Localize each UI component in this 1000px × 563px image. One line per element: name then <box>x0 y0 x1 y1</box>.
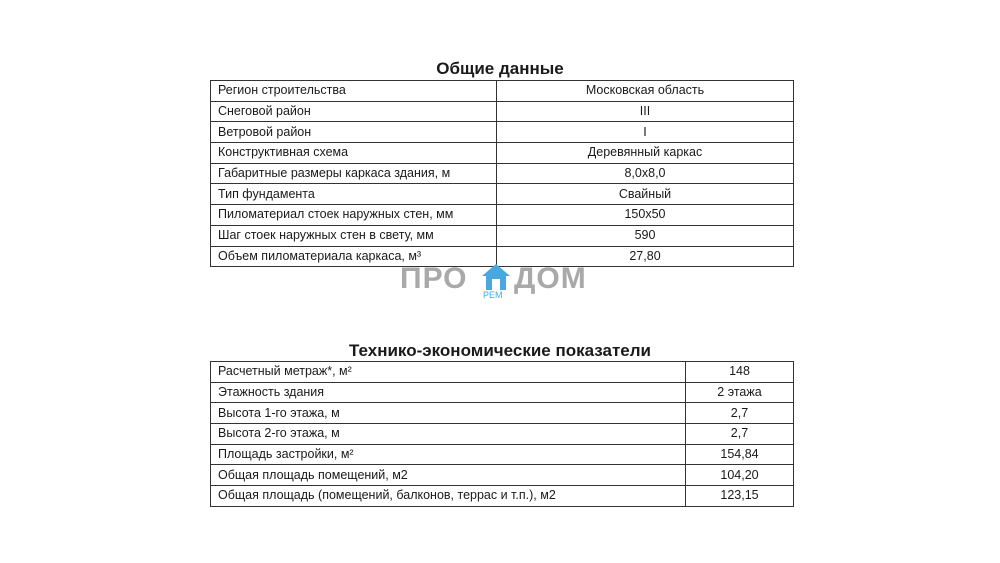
row-label: Шаг стоек наружных стен в свету, мм <box>211 225 497 246</box>
row-label: Расчетный метраж*, м² <box>211 362 686 383</box>
table-row <box>211 403 794 424</box>
row-label: Пиломатериал стоек наружных стен, мм <box>211 205 497 226</box>
technical-indicators-title: Технико-экономические показатели <box>348 341 651 360</box>
table-row <box>211 465 794 486</box>
table-row <box>211 424 794 445</box>
prodom-logo <box>400 262 600 302</box>
table-row <box>211 382 794 403</box>
technical-indicators-table <box>210 361 794 507</box>
row-value: 2,7 <box>686 424 794 445</box>
table-row <box>211 163 794 184</box>
logo-text-left: ПРО <box>400 262 468 295</box>
row-value: Московская область <box>497 81 794 102</box>
table-row <box>211 362 794 383</box>
row-label: Тип фундамента <box>211 184 497 205</box>
table-row <box>211 122 794 143</box>
row-value: 123,15 <box>686 486 794 507</box>
row-value: Свайный <box>497 184 794 205</box>
row-label: Высота 2-го этажа, м <box>211 424 686 445</box>
table-row <box>211 205 794 226</box>
table-row <box>211 184 794 205</box>
table-row <box>211 143 794 164</box>
table-row <box>211 486 794 507</box>
row-value: 590 <box>497 225 794 246</box>
row-label: Ветровой район <box>211 122 497 143</box>
row-label: Общая площадь (помещений, балконов, террас и т.п.), м2 <box>211 486 686 507</box>
table-row <box>211 101 794 122</box>
logo-text-right: ДОМ <box>514 262 587 295</box>
row-value: 8,0х8,0 <box>497 163 794 184</box>
row-value: Деревянный каркас <box>497 143 794 164</box>
row-label: Габаритные размеры каркаса здания, м <box>211 163 497 184</box>
row-value: 150х50 <box>497 205 794 226</box>
table-row <box>211 444 794 465</box>
table-row <box>211 81 794 102</box>
row-label: Площадь застройки, м² <box>211 444 686 465</box>
row-label: Конструктивная схема <box>211 143 497 164</box>
row-label: Этажность здания <box>211 382 686 403</box>
row-value: 104,20 <box>686 465 794 486</box>
house-icon <box>480 262 512 292</box>
general-data-title: Общие данные <box>436 59 564 78</box>
row-label: Снеговой район <box>211 101 497 122</box>
general-data-table <box>210 80 794 267</box>
logo-sub-text: РЕМ <box>483 290 503 300</box>
row-value: 2 этажа <box>686 382 794 403</box>
row-value: I <box>497 122 794 143</box>
row-value: 148 <box>686 362 794 383</box>
row-value: 27,80 <box>497 246 794 267</box>
row-label: Регион строительства <box>211 81 497 102</box>
row-label: Объем пиломатериала каркаса, м³ <box>211 246 497 267</box>
table-row <box>211 225 794 246</box>
row-value: III <box>497 101 794 122</box>
row-value: 154,84 <box>686 444 794 465</box>
row-label: Общая площадь помещений, м2 <box>211 465 686 486</box>
row-value: 2,7 <box>686 403 794 424</box>
row-label: Высота 1-го этажа, м <box>211 403 686 424</box>
